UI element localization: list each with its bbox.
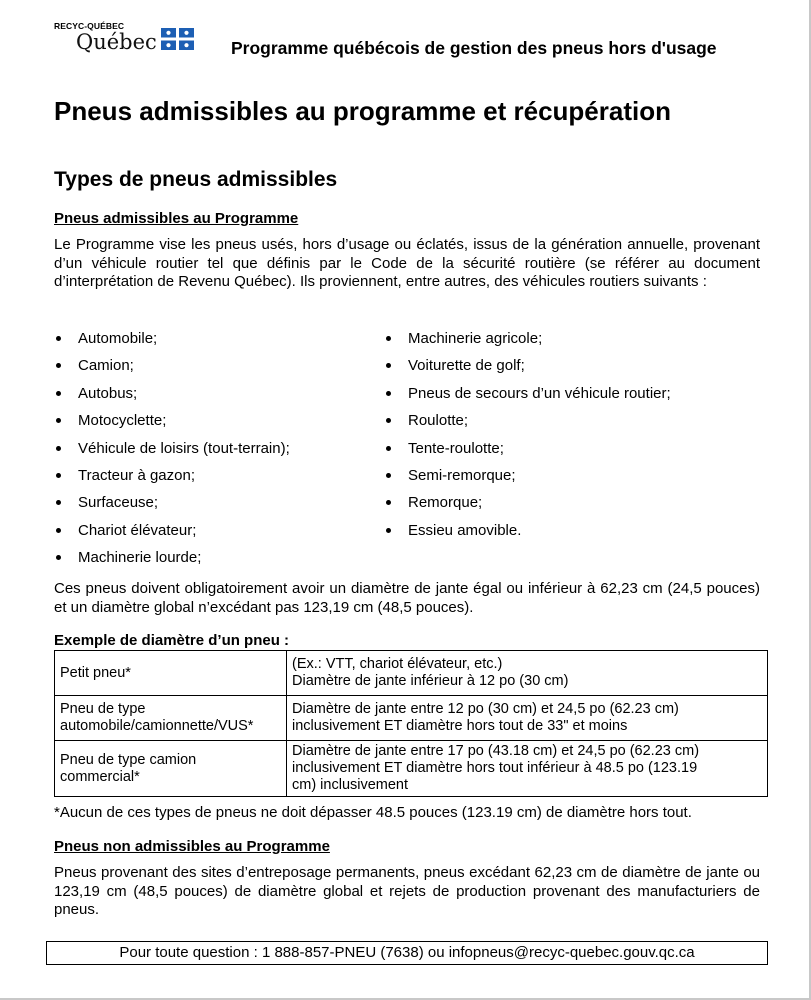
table-note: *Aucun de ces types de pneus ne doit dépasser 48.5 pouces (123.19 cm) de diamètre hors tout.	[54, 804, 692, 821]
vehicle-list-item: Machinerie lourde;	[54, 549, 290, 576]
admissible-heading: Pneus admissibles au Programme	[54, 210, 299, 227]
vehicle-list-item: Tracteur à gazon;	[54, 467, 290, 494]
contact-footer: Pour toute question : 1 888-857-PNEU (7638) ou infopneus@recyc-quebec.gouv.qc.ca	[46, 941, 768, 965]
vehicle-list-item: Camion;	[54, 357, 290, 384]
tire-description-cell	[287, 741, 768, 797]
table-row	[55, 651, 768, 696]
vehicle-list-item: Voiturette de golf;	[384, 357, 671, 384]
vehicle-list-item: Machinerie agricole;	[384, 330, 671, 357]
tire-description-line: Diamètre de jante entre 12 po (30 cm) et 24,5 po (62.23 cm)	[292, 701, 679, 717]
vehicle-list-item: Véhicule de loisirs (tout-terrain);	[54, 440, 290, 467]
tire-description-cell	[287, 651, 768, 696]
vehicle-list-item: Motocyclette;	[54, 412, 290, 439]
tire-type-line: automobile/camionnette/VUS*	[60, 718, 254, 734]
tire-type-line: Petit pneu*	[60, 664, 131, 681]
diameter-requirement: Ces pneus doivent obligatoirement avoir un diamètre de jante égal ou inférieur à 62,23 cm (24,5 pouces) et un diamètre global n’excédant pas 123,19 cm (48,5 pouces).	[54, 580, 760, 616]
vehicle-list-item: Roulotte;	[384, 412, 671, 439]
tire-type-cell	[55, 651, 287, 696]
tire-description-line: inclusivement ET diamètre hors tout de 33" et moins	[292, 718, 628, 734]
tire-description-line: cm) inclusivement	[292, 777, 409, 793]
table-row	[55, 741, 768, 797]
tire-type-cell	[55, 741, 287, 797]
tire-type-line: Pneu de type camion	[60, 751, 197, 768]
admissible-intro: Le Programme vise les pneus usés, hors d’usage ou éclatés, issus de la génération annuelle, provenant d’un véhicule routier tel que définis par le Code de la sécurité routière (se référer au document d’interprétation de Revenu Québec). Ils proviennent, entre autres, des véhicules routiers suivants :	[54, 236, 760, 290]
tire-description-line: Diamètre de jante entre 17 po (43.18 cm) et 24,5 po (62.23 cm)	[292, 743, 700, 759]
logo-top-text: RECYC-QUÉBEC	[54, 21, 125, 31]
vehicle-list-item: Tente-roulotte;	[384, 440, 671, 467]
fleur-de-lis-flag-icon	[161, 28, 194, 50]
tire-description-line: Diamètre de jante inférieur à 12 po (30 cm)	[292, 673, 569, 689]
vehicle-list-item: Surfaceuse;	[54, 494, 290, 521]
page-title: Pneus admissibles au programme et récupération	[54, 96, 671, 126]
non-admissible-text: Pneus provenant des sites d’entreposage permanents, pneus excédant 62,23 cm de diamètre de jante ou 123,19 cm (48,5 pouces) de diamètre global et rejets de production provenant des manufacturiers de pneus.	[54, 864, 760, 918]
vehicle-list-item: Autobus;	[54, 385, 290, 412]
tire-type-cell	[55, 696, 287, 741]
vehicle-list-item: Remorque;	[384, 494, 671, 521]
logo-main-text: Québec	[76, 30, 157, 54]
vehicle-list-left	[54, 330, 290, 577]
table-row	[55, 696, 768, 741]
tire-description-cell	[287, 696, 768, 741]
example-heading: Exemple de diamètre d’un pneu :	[54, 632, 290, 649]
vehicle-list-item: Semi-remorque;	[384, 467, 671, 494]
section-title: Types de pneus admissibles	[54, 168, 338, 191]
quebec-logo	[54, 21, 199, 57]
vehicle-list-item: Essieu amovible.	[384, 522, 671, 549]
program-title: Programme québécois de gestion des pneus hors d'usage	[231, 38, 717, 58]
non-admissible-heading: Pneus non admissibles au Programme	[54, 838, 330, 855]
tire-description-line: inclusivement ET diamètre hors tout inférieur à 48.5 po (123.19	[292, 760, 698, 776]
vehicle-list-right	[384, 330, 671, 549]
tire-diameter-table	[54, 650, 768, 797]
vehicle-list-item: Pneus de secours d’un véhicule routier;	[384, 385, 671, 412]
vehicle-list-item: Chariot élévateur;	[54, 522, 290, 549]
tire-type-line: commercial*	[60, 768, 140, 785]
tire-description-line: (Ex.: VTT, chariot élévateur, etc.)	[292, 656, 503, 672]
vehicle-list-item: Automobile;	[54, 330, 290, 357]
tire-type-line: Pneu de type	[60, 701, 146, 717]
